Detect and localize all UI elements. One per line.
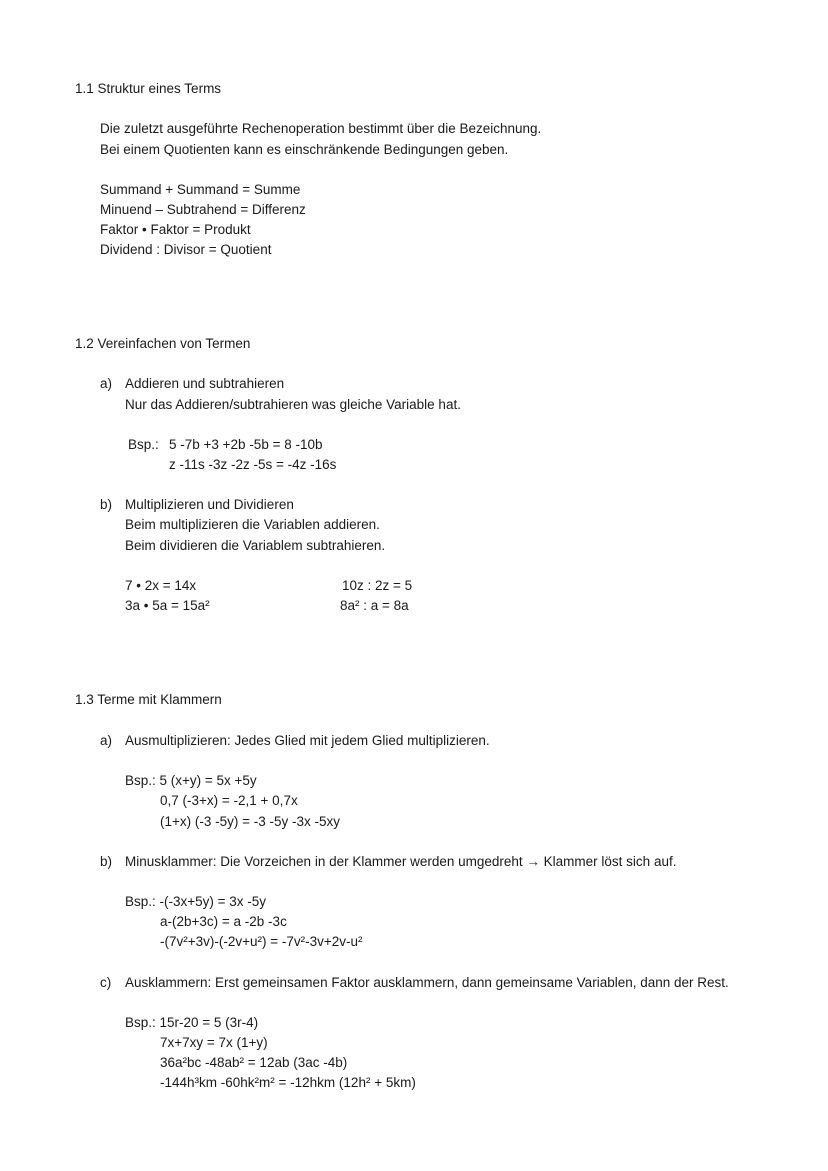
- example-line: 7 • 2x = 14x: [125, 578, 197, 593]
- example-line: Bsp.: 15r-20 = 5 (3r-4): [125, 1015, 259, 1030]
- example-line: -144h³km -60hk²m² = -12hkm (12h² + 5km): [160, 1075, 416, 1090]
- subsection-desc: Beim multiplizieren die Variablen addieren.: [125, 517, 380, 532]
- example-line: a-(2b+3c) = a -2b -3c: [160, 914, 287, 929]
- example-line: Bsp.: -(-3x+5y) = 3x -5y: [125, 894, 267, 909]
- intro-line: Bei einem Quotienten kann es einschränkende Bedingungen geben.: [100, 142, 509, 157]
- subsection-title: Ausmultiplizieren: Jedes Glied mit jedem Glied multiplizieren.: [125, 733, 490, 748]
- section-1-1-heading: 1.1 Struktur eines Terms: [75, 81, 222, 96]
- example-line: 0,7 (-3+x) = -2,1 + 0,7x: [160, 793, 298, 808]
- term-line: Faktor • Faktor = Produkt: [100, 222, 251, 237]
- example-line: 5 -7b +3 +2b -5b = 8 -10b: [169, 437, 323, 452]
- subsection-title: Multiplizieren und Dividieren: [125, 497, 294, 512]
- example-line: -(7v²+3v)-(-2v+u²) = -7v²-3v+2v-u²: [160, 934, 363, 949]
- example-line: 3a • 5a = 15a²: [125, 598, 210, 613]
- term-line: Minuend – Subtrahend = Differenz: [100, 202, 306, 217]
- list-marker: a): [100, 376, 113, 391]
- example-line: 8a² : a = 8a: [340, 598, 409, 613]
- example-line: (1+x) (-3 -5y) = -3 -5y -3x -5xy: [160, 814, 341, 829]
- example-line: 36a²bc -48ab² = 12ab (3ac -4b): [160, 1055, 348, 1070]
- section-1-3-heading: 1.3 Terme mit Klammern: [75, 692, 222, 707]
- example-line: z -11s -3z -2z -5s = -4z -16s: [169, 457, 337, 472]
- subsection-title: Addieren und subtrahieren: [125, 376, 285, 391]
- example-line: Bsp.: 5 (x+y) = 5x +5y: [125, 773, 257, 788]
- list-marker: c): [100, 975, 112, 990]
- subsection-desc: Beim dividieren die Variablem subtrahieren.: [125, 538, 386, 553]
- term-line: Dividend : Divisor = Quotient: [100, 242, 272, 257]
- subsection-desc: Nur das Addieren/subtrahieren was gleiche Variable hat.: [125, 397, 461, 412]
- bsp-label: Bsp.:: [128, 437, 159, 452]
- example-line: 7x+7xy = 7x (1+y): [160, 1035, 268, 1050]
- subsection-title: Ausklammern: Erst gemeinsamen Faktor ausklammern, dann gemeinsame Variablen, dann der Rest.: [125, 975, 729, 990]
- subsection-title: Minusklammer: Die Vorzeichen in der Klammer werden umgedreht → Klammer löst sich auf.: [125, 854, 677, 869]
- term-line: Summand + Summand = Summe: [100, 182, 301, 197]
- list-marker: a): [100, 733, 113, 748]
- section-1-2-heading: 1.2 Vereinfachen von Termen: [75, 336, 251, 351]
- example-line: 10z : 2z = 5: [342, 578, 413, 593]
- intro-line: Die zuletzt ausgeführte Rechenoperation bestimmt über die Bezeichnung.: [100, 121, 542, 136]
- list-marker: b): [100, 854, 113, 869]
- list-marker: b): [100, 497, 113, 512]
